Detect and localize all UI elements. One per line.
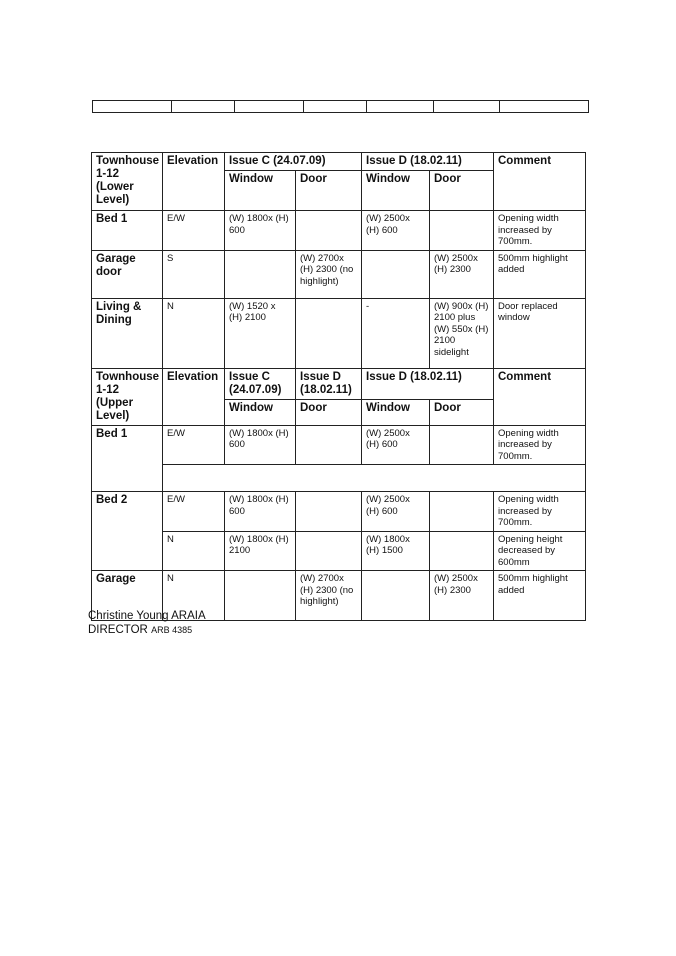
issue-d-door-cell <box>430 492 494 532</box>
issue-d-window-cell: (W) 2500x (H) 600 <box>362 425 430 465</box>
upper-issue-d-door-header: Door <box>430 399 494 425</box>
empty-cell <box>500 101 589 113</box>
upper-issue-c-window-header: Window <box>225 399 296 425</box>
table-row <box>92 250 586 298</box>
issue-c-window-cell <box>225 250 296 298</box>
upper-issue-d-window-header: Window <box>362 399 430 425</box>
lower-issue-c-header: Issue C (24.07.09) <box>225 153 362 171</box>
elevation-cell: E/W <box>163 211 225 251</box>
lower-issue-d-door-header: Door <box>430 171 494 211</box>
elevation-cell: E/W <box>163 425 225 465</box>
lower-issue-c-window-header: Window <box>225 171 296 211</box>
issue-d-door-cell: (W) 900x (H) 2100 plus (W) 550x (H) 2100 sidelight <box>430 298 494 368</box>
comment-cell: Door replaced window <box>494 298 586 368</box>
blank-cell <box>163 465 586 492</box>
issue-c-window-cell: (W) 1800x (H) 600 <box>225 425 296 465</box>
table-row <box>92 298 586 368</box>
table-row <box>92 531 586 571</box>
signatory-title <box>88 624 192 637</box>
room-cell: Bed 1 <box>92 211 163 251</box>
elevation-cell: N <box>163 531 225 571</box>
openings-schedule-table <box>91 152 586 621</box>
upper-issue-c-door-header: Door <box>296 399 362 425</box>
upper-issue-c-header: Issue C (24.07.09) <box>225 368 296 399</box>
issue-c-window-cell: (W) 1800x (H) 2100 <box>225 531 296 571</box>
comment-cell: 500mm highlight added <box>494 571 586 621</box>
comment-cell: Opening width increased by 700mm. <box>494 425 586 465</box>
issue-c-door-cell <box>296 211 362 251</box>
issue-d-door-cell: (W) 2500x (H) 2300 <box>430 571 494 621</box>
lower-issue-d-header: Issue D (18.02.11) <box>362 153 494 171</box>
lower-header-row <box>92 153 586 171</box>
director-title: DIRECTOR <box>88 624 148 636</box>
issue-d-door-cell <box>430 211 494 251</box>
issue-c-door-cell: (W) 2700x (H) 2300 (no highlight) <box>296 250 362 298</box>
upper-issue-d-door-group-header: Issue D (18.02.11) <box>296 368 362 399</box>
comment-cell: Opening width increased by 700mm. <box>494 211 586 251</box>
empty-cell <box>304 101 367 113</box>
empty-cell <box>93 101 172 113</box>
upper-townhouse-header: Townhouse 1-12 (Upper Level) <box>92 368 163 425</box>
lower-issue-d-window-header: Window <box>362 171 430 211</box>
table-row <box>92 425 586 465</box>
arb-number: ARB 4385 <box>151 625 193 635</box>
issue-d-window-cell: (W) 1800x (H) 1500 <box>362 531 430 571</box>
issue-c-window-cell: (W) 1520 x (H) 2100 <box>225 298 296 368</box>
issue-d-window-cell <box>362 250 430 298</box>
issue-c-door-cell <box>296 425 362 465</box>
upper-issue-d-header: Issue D (18.02.11) <box>362 368 494 399</box>
lower-issue-c-door-header: Door <box>296 171 362 211</box>
issue-d-door-cell <box>430 425 494 465</box>
empty-cell <box>172 101 235 113</box>
upper-comment-header: Comment <box>494 368 586 425</box>
upper-header-row <box>92 368 586 399</box>
issue-c-window-cell <box>225 571 296 621</box>
issue-c-window-cell: (W) 1800x (H) 600 <box>225 211 296 251</box>
issue-d-window-cell: - <box>362 298 430 368</box>
empty-table <box>92 100 589 113</box>
empty-cell <box>367 101 434 113</box>
room-cell: Bed 1 <box>92 425 163 492</box>
elevation-cell: S <box>163 250 225 298</box>
lower-townhouse-header: Townhouse 1-12 (Lower Level) <box>92 153 163 211</box>
room-cell: Bed 2 <box>92 492 163 571</box>
lower-comment-header: Comment <box>494 153 586 211</box>
issue-d-window-cell: (W) 2500x (H) 600 <box>362 492 430 532</box>
issue-d-window-cell <box>362 571 430 621</box>
table-row <box>92 211 586 251</box>
comment-cell: Opening height decreased by 600mm <box>494 531 586 571</box>
elevation-cell: E/W <box>163 492 225 532</box>
comment-cell: 500mm highlight added <box>494 250 586 298</box>
issue-d-door-cell <box>430 531 494 571</box>
elevation-cell: N <box>163 571 225 621</box>
issue-c-window-cell: (W) 1800x (H) 600 <box>225 492 296 532</box>
upper-elevation-header: Elevation <box>163 368 225 425</box>
room-cell: Garage door <box>92 250 163 298</box>
blank-row <box>92 465 586 492</box>
issue-d-door-cell: (W) 2500x (H) 2300 <box>430 250 494 298</box>
issue-c-door-cell <box>296 492 362 532</box>
room-cell: Living & Dining <box>92 298 163 368</box>
room-cell: Garage <box>92 571 163 621</box>
signatory-name: Christine Young ARAIA <box>88 610 206 622</box>
elevation-cell: N <box>163 298 225 368</box>
empty-row <box>93 101 589 113</box>
issue-c-door-cell <box>296 531 362 571</box>
empty-cell <box>235 101 304 113</box>
empty-cell <box>434 101 500 113</box>
comment-cell: Opening width increased by 700mm. <box>494 492 586 532</box>
table-row <box>92 492 586 532</box>
lower-elevation-header: Elevation <box>163 153 225 211</box>
issue-c-door-cell <box>296 298 362 368</box>
issue-d-window-cell: (W) 2500x (H) 600 <box>362 211 430 251</box>
issue-c-door-cell: (W) 2700x (H) 2300 (no highlight) <box>296 571 362 621</box>
